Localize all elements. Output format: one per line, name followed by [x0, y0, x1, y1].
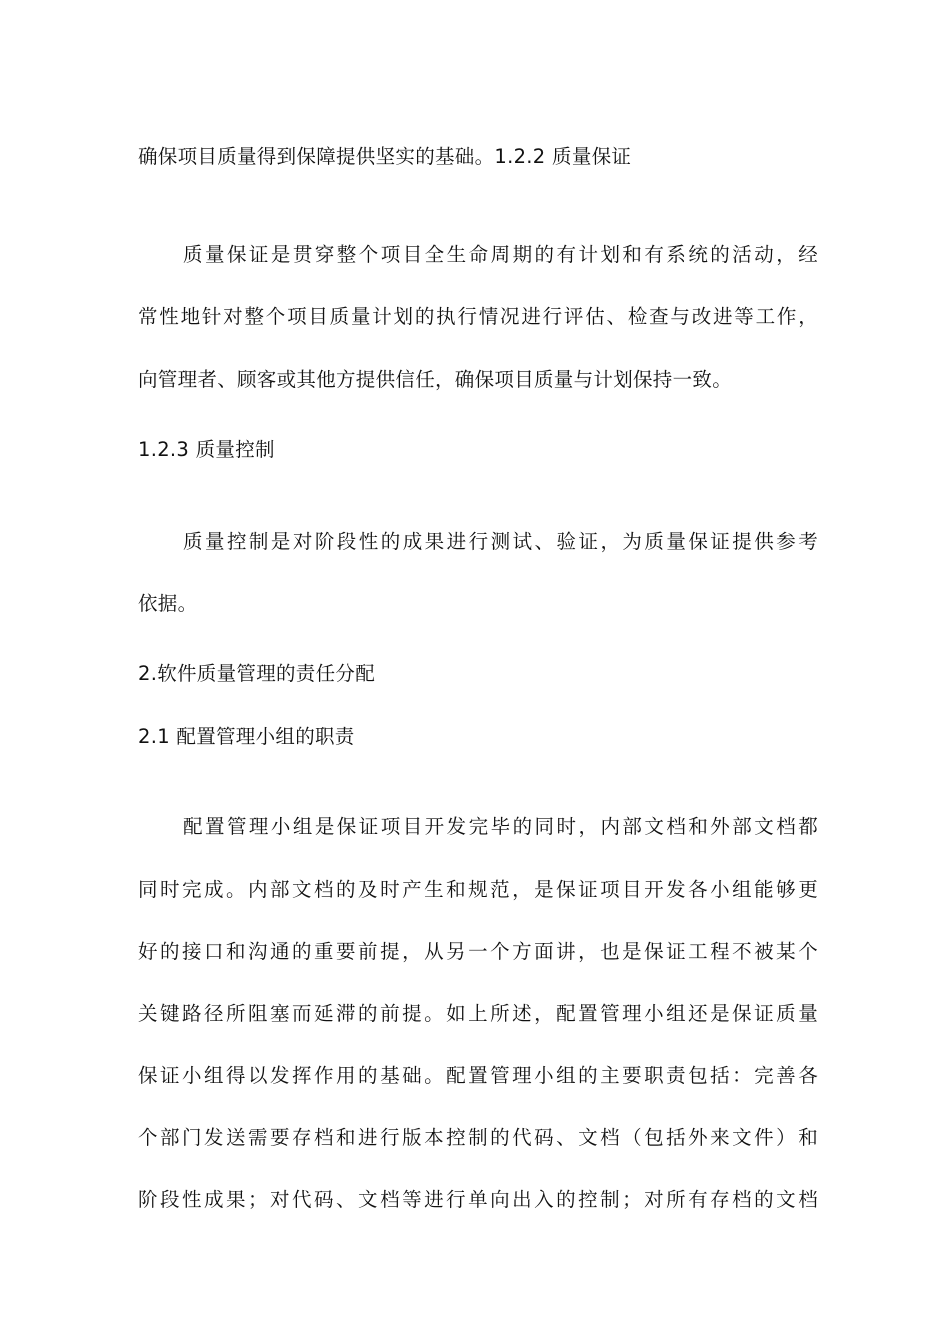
section-heading: 1.2.3 质量控制	[138, 438, 275, 461]
paragraph-line: 依据。	[138, 592, 198, 615]
paragraph-line: 质量控制是对阶段性的成果进行测试、验证，为质量保证提供参考	[183, 530, 818, 553]
paragraph-line: 常性地针对整个项目质量计划的执行情况进行评估、检查与改进等工作，	[138, 305, 818, 328]
paragraph-line: 同时完成。内部文档的及时产生和规范，是保证项目开发各小组能够更	[138, 878, 818, 901]
paragraph-line: 好的接口和沟通的重要前提，从另一个方面讲，也是保证工程不被某个	[138, 940, 818, 963]
paragraph-line: 确保项目质量得到保障提供坚实的基础。1.2.2 质量保证	[138, 145, 632, 168]
paragraph-line: 配置管理小组是保证项目开发完毕的同时，内部文档和外部文档都	[183, 815, 818, 838]
section-heading: 2.软件质量管理的责任分配	[138, 662, 376, 685]
paragraph-line: 质量保证是贯穿整个项目全生命周期的有计划和有系统的活动，经	[183, 243, 818, 266]
paragraph-line: 保证小组得以发挥作用的基础。配置管理小组的主要职责包括：完善各	[138, 1064, 818, 1087]
section-heading: 2.1 配置管理小组的职责	[138, 725, 355, 748]
paragraph-line: 个部门发送需要存档和进行版本控制的代码、文档（包括外来文件）和	[138, 1126, 818, 1149]
paragraph-line: 阶段性成果；对代码、文档等进行单向出入的控制；对所有存档的文档	[138, 1188, 818, 1211]
paragraph-line: 关键路径所阻塞而延滞的前提。如上所述，配置管理小组还是保证质量	[138, 1002, 818, 1025]
paragraph-line: 向管理者、顾客或其他方提供信任，确保项目质量与计划保持一致。	[138, 368, 733, 391]
